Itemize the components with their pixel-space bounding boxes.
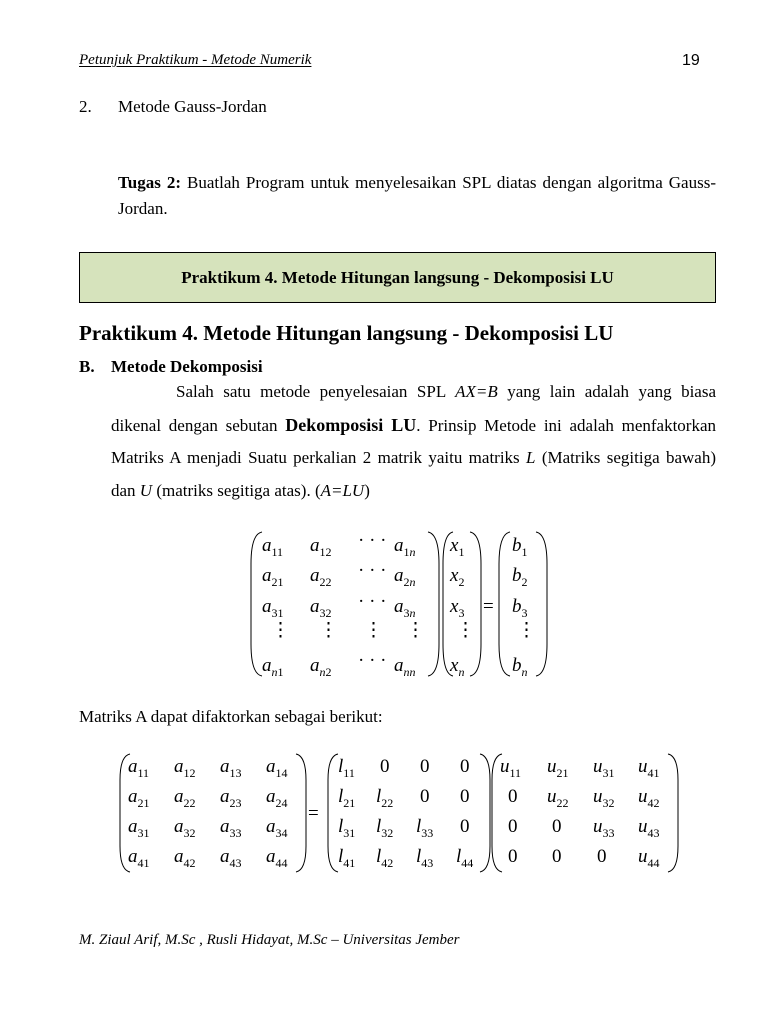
svg-text:0: 0 <box>597 846 607 867</box>
svg-text:0: 0 <box>552 816 562 837</box>
svg-text:a1n: $a_1n$ <box>394 535 416 559</box>
svg-text:l41: $l_{41}$ <box>338 846 356 870</box>
section-title: Praktikum 4. Metode Hitungan langsung - Dekomposisi LU <box>79 321 614 345</box>
svg-text:0: 0 <box>460 756 470 777</box>
svg-text:u42: $u_{42}$ <box>638 786 660 810</box>
svg-text:a34: $a_{34}$ <box>266 816 288 840</box>
svg-text:⋮: ⋮ <box>517 620 536 641</box>
svg-text:u31: $u_{31}$ <box>593 756 615 780</box>
svg-text:a12: $a_{12}$ <box>174 756 196 780</box>
svg-text:l31: $l_{31}$ <box>338 816 356 840</box>
svg-text:u21: $u_{21}$ <box>547 756 569 780</box>
header-title: Petunjuk Praktikum - Metode Numerik <box>79 52 312 68</box>
svg-text:· · ·: · · · <box>358 650 387 671</box>
svg-text:a32: $a_{32}$ <box>310 596 332 620</box>
svg-text:x2: $x_2$ <box>450 565 465 589</box>
svg-text:l32: $l_{32}$ <box>376 816 394 840</box>
svg-text:b1: $b_1$ <box>512 535 528 559</box>
list-item-text: Metode Gauss-Jordan <box>118 97 267 116</box>
svg-text:⋮: ⋮ <box>364 620 383 641</box>
lu-decomposition-equation <box>110 750 685 880</box>
svg-text:l21: $l_{21}$ <box>338 786 356 810</box>
svg-text:u44: $u_{44}$ <box>638 846 660 870</box>
equation-axb: AX=B <box>455 382 498 401</box>
list-number: 2. <box>79 97 92 116</box>
svg-text:⋮: ⋮ <box>271 620 290 641</box>
praktikum-box-text: Praktikum 4. Metode Hitungan langsung - Dekomposisi LU <box>181 267 614 287</box>
svg-text:b3: $b_3$ <box>512 596 528 620</box>
svg-text:ann: $a_{nn}$ <box>394 655 416 679</box>
svg-text:a21: $a_{21}$ <box>262 565 284 589</box>
para-text: (Matriks segitiga bawah) dan <box>111 448 717 500</box>
svg-text:l33: $l_{33}$ <box>416 816 434 840</box>
svg-text:a22: $a_{22}$ <box>310 565 332 589</box>
system-matrix-equation <box>240 524 550 694</box>
praktikum-title-box <box>79 252 716 303</box>
svg-text:a11: $a_{11}$ <box>262 535 284 559</box>
symbol-u: U <box>139 480 153 500</box>
svg-text:=: = <box>308 803 319 824</box>
para-text: Salah satu metode penyelesaian SPL <box>176 382 456 401</box>
svg-text:0: 0 <box>420 786 430 807</box>
svg-text:· · ·: · · · <box>358 530 387 551</box>
svg-text:l43: $l_{43}$ <box>416 846 434 870</box>
svg-text:a3n: $a_3n$ <box>394 596 416 620</box>
svg-text:a13: $a_{13}$ <box>220 756 242 780</box>
svg-text:a44: $a_{44}$ <box>266 846 288 870</box>
svg-text:u22: $u_{22}$ <box>547 786 569 810</box>
svg-text:l44: $l_{44}$ <box>456 846 474 870</box>
svg-text:a14: $a_{14}$ <box>266 756 288 780</box>
svg-text:a41: $a_{41}$ <box>128 846 150 870</box>
svg-text:b2: $b_2$ <box>512 565 528 589</box>
svg-text:0: 0 <box>460 816 470 837</box>
subsection-title: Metode Dekomposisi <box>111 357 263 376</box>
svg-text:a21: $a_{21}$ <box>128 786 150 810</box>
svg-text:bn: $b_n$ <box>512 655 528 679</box>
svg-text:a31: $a_{31}$ <box>262 596 284 620</box>
svg-text:x3: $x_3$ <box>450 596 465 620</box>
svg-text:0: 0 <box>508 846 518 867</box>
body-paragraph <box>111 376 716 507</box>
svg-text:⋮: ⋮ <box>319 620 338 641</box>
svg-text:x1: $x_1$ <box>450 535 465 559</box>
svg-text:a32: $a_{32}$ <box>174 816 196 840</box>
svg-text:l42: $l_{42}$ <box>376 846 394 870</box>
tugas-label: Tugas 2: <box>118 173 182 192</box>
svg-text:an2: $a_n2$ <box>310 655 332 679</box>
matriks-caption: Matriks A dapat difaktorkan sebagai berikut: <box>79 707 383 726</box>
svg-text:u43: $u_{43}$ <box>638 816 660 840</box>
svg-text:a31: $a_{31}$ <box>128 816 150 840</box>
svg-text:u33: $u_{33}$ <box>593 816 615 840</box>
svg-text:0: 0 <box>420 756 430 777</box>
para-text: (matriks segitiga atas). ( <box>152 480 321 500</box>
svg-text:0: 0 <box>460 786 470 807</box>
tugas-text: Buatlah Program untuk menyelesaikan SPL diatas dengan algoritma Gauss-Jordan. <box>118 173 716 218</box>
equation-alu: A=LU <box>320 480 365 500</box>
tugas-paragraph <box>118 170 716 222</box>
svg-text:a23: $a_{23}$ <box>220 786 242 810</box>
svg-text:u32: $u_{32}$ <box>593 786 615 810</box>
para-text: ) <box>364 480 370 500</box>
svg-text:a43: $a_{43}$ <box>220 846 242 870</box>
svg-text:· · ·: · · · <box>358 591 387 612</box>
svg-text:a22: $a_{22}$ <box>174 786 196 810</box>
svg-text:=: = <box>483 596 494 617</box>
svg-text:xn: $x_n$ <box>450 655 465 679</box>
svg-text:0: 0 <box>508 786 518 807</box>
subsection-letter: B. <box>79 357 95 376</box>
svg-text:a33: $a_{33}$ <box>220 816 242 840</box>
svg-text:u41: $u_{41}$ <box>638 756 660 780</box>
svg-text:⋮: ⋮ <box>456 620 475 641</box>
svg-text:a11: $a_{11}$ <box>128 756 150 780</box>
para-text: yang lain adalah yang biasa dikenal dengan sebutan <box>111 382 716 435</box>
page-number: 19 <box>682 52 700 69</box>
svg-text:0: 0 <box>380 756 390 777</box>
svg-text:⋮: ⋮ <box>406 620 425 641</box>
svg-text:an1: $a_n1$ <box>262 655 284 679</box>
svg-text:l22: $l_{22}$ <box>376 786 394 810</box>
svg-text:0: 0 <box>552 846 562 867</box>
footer-authors: M. Ziaul Arif, M.Sc , Rusli Hidayat, M.Sc – Universitas Jember <box>79 932 460 948</box>
svg-text:a12: $a_{12}$ <box>310 535 332 559</box>
term-dekomposisi-lu: Dekomposisi LU <box>285 414 417 435</box>
svg-text:a2n: $a_2n$ <box>394 565 416 589</box>
svg-text:0: 0 <box>508 816 518 837</box>
svg-text:· · ·: · · · <box>358 560 387 581</box>
svg-text:u11: $u_{11}$ <box>500 756 522 780</box>
svg-text:a24: $a_{24}$ <box>266 786 288 810</box>
symbol-l: L <box>526 448 536 467</box>
svg-text:a42: $a_{42}$ <box>174 846 196 870</box>
svg-text:l11: $l_{11}$ <box>338 756 355 780</box>
para-text: . Prinsip Metode ini adalah menfaktorkan Matriks A menjadi Suatu perkalian 2 matrik yaitu matriks <box>111 415 717 467</box>
